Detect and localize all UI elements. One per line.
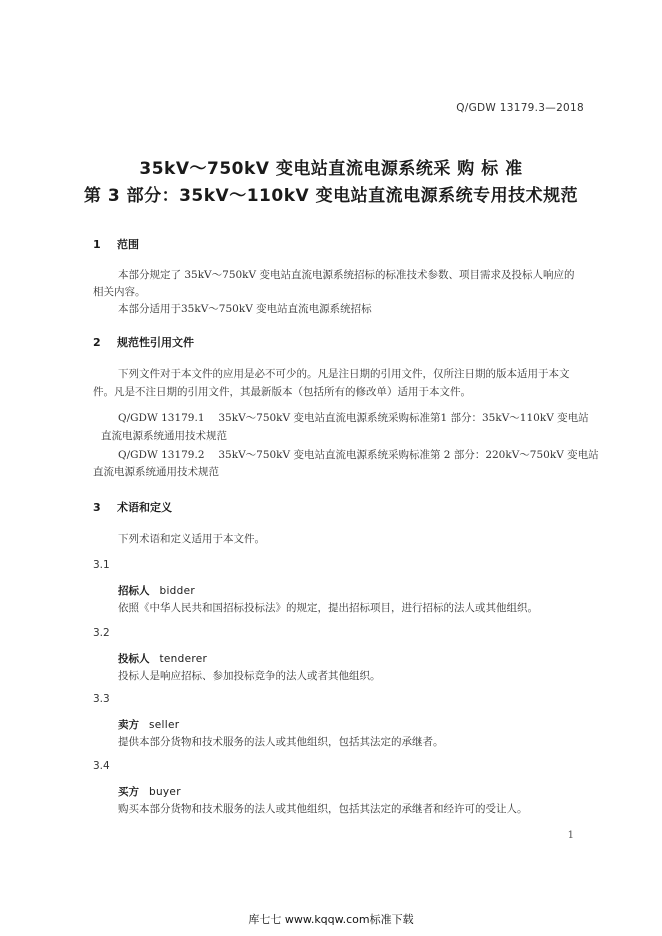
reference-2-line1: Q/GDW 13179.2 35kV～750kV 变电站直流电源系统采购标准第 2 部分：220kV～750kV 变电站 (118, 449, 599, 461)
term-definition: 投标人是响应招标、参加投标竞争的法人或者其他组织。 (118, 670, 381, 682)
clause-number: 3.4 (93, 760, 110, 772)
section-2-heading (93, 334, 194, 350)
section-1-para1-line1: 本部分规定了 35kV～750kV 变电站直流电源系统招标的标准技术参数、项目需求及投标人响应的 (118, 269, 575, 281)
document-title-line1: 35kV～750kV 变电站直流电源系统采 购 标 准 (139, 159, 523, 179)
clause-number: 3.1 (93, 559, 110, 571)
reference-2-line2: 直流电源系统通用技术规范 (93, 466, 219, 478)
term-en: bidder (159, 585, 195, 597)
term-cn: 招标人 (118, 585, 150, 597)
section-2-para1-line1: 下列文件对于本文件的应用是必不可少的。凡是注日期的引用文件，仅所注日期的版本适用于本文 (118, 368, 570, 380)
page-number: 1 (567, 830, 574, 841)
section-3-title: 术语和定义 (117, 501, 172, 514)
section-3-number: 3 (93, 501, 101, 514)
footer-watermark: 库七七 www.kqqw.com标准下载 (248, 913, 414, 926)
document-title-line2: 第 3 部分：35kV～110kV 变电站直流电源系统专用技术规范 (83, 186, 579, 206)
term-en: seller (149, 719, 180, 731)
clause-number: 3.3 (93, 693, 110, 705)
section-1-para2: 本部分适用于35kV～750kV 变电站直流电源系统招标 (118, 303, 372, 315)
term-cn: 投标人 (118, 653, 150, 665)
term-cn: 卖方 (118, 719, 139, 731)
term-heading (118, 583, 195, 598)
section-1-para1-line2: 相关内容。 (93, 286, 146, 298)
clause-number: 3.2 (93, 627, 110, 639)
term-definition: 提供本部分货物和技术服务的法人或其他组织，包括其法定的承继者。 (118, 736, 444, 748)
term-en: tenderer (159, 653, 208, 665)
term-definition: 购买本部分货物和技术服务的法人或其他组织，包括其法定的承继者和经许可的受让人。 (118, 803, 528, 815)
reference-1-line2: 直流电源系统通用技术规范 (101, 430, 227, 442)
section-2-title: 规范性引用文件 (117, 336, 194, 349)
standard-number: Q/GDW 13179.3—2018 (456, 102, 584, 114)
section-3-intro: 下列术语和定义适用于本文件。 (118, 533, 265, 545)
term-definition: 依照《中华人民共和国招标投标法》的规定，提出招标项目，进行招标的法人或其他组织。 (118, 602, 538, 614)
section-2-para1-line2: 件。凡是不注日期的引用文件，其最新版本（包括所有的修改单）适用于本文件。 (93, 386, 471, 398)
section-3-heading (93, 499, 172, 515)
term-heading (118, 651, 207, 666)
term-cn: 买方 (118, 786, 139, 798)
reference-1-line1: Q/GDW 13179.1 35kV～750kV 变电站直流电源系统采购标准第1 部分：35kV～110kV 变电站 (118, 412, 589, 424)
term-en: buyer (149, 786, 181, 798)
section-1-heading (93, 236, 139, 252)
term-heading (118, 784, 181, 799)
section-2-number: 2 (93, 336, 101, 349)
term-heading (118, 717, 179, 732)
section-1-title: 范围 (117, 238, 139, 251)
section-1-number: 1 (93, 238, 101, 251)
